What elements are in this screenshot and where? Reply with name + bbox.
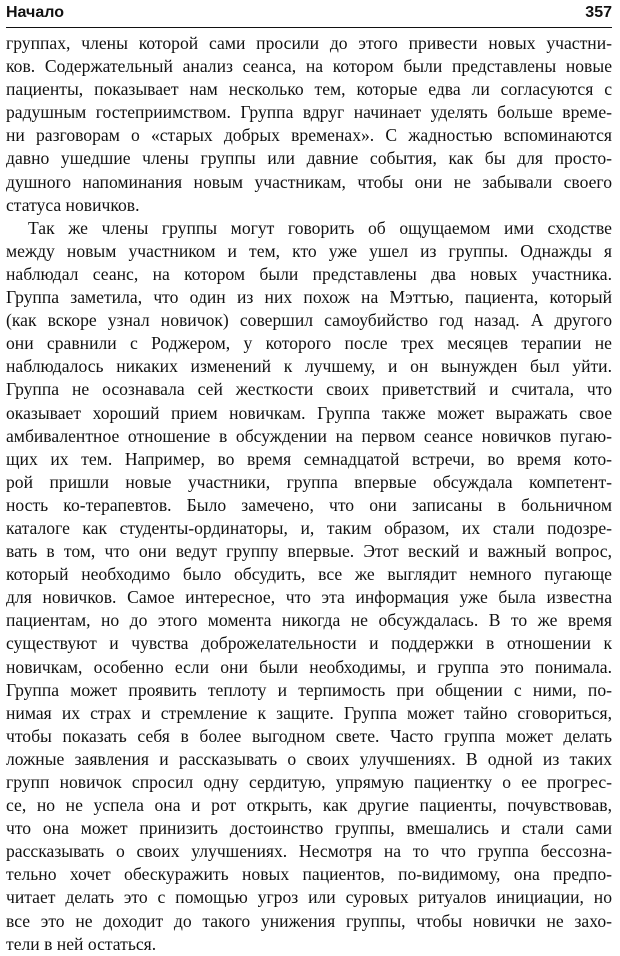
text-line: Так же члены группы могут говорить об ощущаемом ими сходстве: [28, 217, 612, 238]
text-line: рой пришли новые участники, группа впервые обсуждала компетент-: [6, 471, 612, 492]
text-line: наблюдал сеанс, на котором были представлены два новых участника.: [6, 263, 612, 284]
header-rule: [6, 27, 612, 28]
text-line: они сравнили с Роджером, у которого после трех месяцев терапии не: [6, 333, 612, 354]
text-line: наблюдалось никаких изменений к лучшему, и он вынужден был уйти.: [6, 356, 612, 377]
text-line: каталоге как студенты-ординаторы, и, таким образом, их стали подозре-: [6, 517, 612, 538]
text-line: чтобы показать себя в более выгодном свете. Часто группа может делать: [6, 725, 612, 746]
text-line: читает делать это с помощью угроз или суровых ритуалов инициации, но: [6, 887, 612, 908]
text-line: амбивалентное отношение в обсуждении на первом сеансе новичков пугаю-: [6, 425, 612, 446]
text-line: который необходимо было обсудить, все же выглядит немного пугающе: [6, 564, 612, 585]
text-line: се, но не успела она и рот открыть, как другие пациенты, почувствовав,: [6, 795, 612, 816]
text-line: душного напоминания новым участникам, чтобы они не забывали своего: [6, 171, 612, 192]
text-line: радушным гостеприимством. Группа вдруг начинает уделять больше време-: [6, 102, 612, 123]
chapter-title: Начало: [6, 4, 64, 21]
text-line: тельно хочет обескуражить новых пациентов, по-видимому, она предпо-: [6, 864, 612, 885]
text-line: существуют и чувства доброжелательности и поддержки в отношении к: [6, 633, 612, 654]
text-line: ложные заявления и рассказывать о своих улучшениях. В одной из таких: [6, 748, 612, 769]
running-header: [6, 2, 612, 26]
text-line: тели в ней остаться.: [6, 933, 157, 954]
text-line: (как вскоре узнал новичок) совершил самоубийство год назад. А другого: [6, 310, 612, 331]
text-line: что она может принизить достоинство группы, вмешались и стали сами: [6, 818, 612, 839]
text-line: пациенты, показывает нам несколько тем, которые едва ли согласуются с: [6, 79, 612, 100]
text-line: Группа не осознавала сей жесткости своих приветствий и считала, что: [6, 379, 612, 400]
text-line: ков. Содержательный анализ сеанса, на котором были представлены новые: [6, 56, 612, 77]
text-line: между новым участником и тем, кто уже ушел из группы. Однажды я: [6, 240, 612, 261]
text-line: щих их тем. Например, во время семнадцатой встречи, во время кото-: [6, 448, 612, 469]
text-line: групп новичок спросил одну сердитую, упрямую пациентку о ее прогрес-: [6, 772, 612, 792]
text-line: группах, члены которой сами просили до этого привести новых участни-: [6, 33, 612, 53]
text-line: для новичков. Самое интересное, что эта информация уже была известна: [6, 587, 612, 608]
text-line: новичкам, особенно если они были необходимы, и группа это понимала.: [6, 656, 612, 677]
text-line: ность ко-терапевтов. Было замечено, что они записаны в больничном: [6, 494, 612, 515]
text-line: все это не доходит до такого унижения группы, чтобы новички не захо-: [6, 910, 612, 931]
text-line: рассказывать о своих улучшениях. Несмотря на то что группа бессозна-: [6, 841, 612, 862]
body-text: [6, 32, 612, 956]
text-line: нимая их страх и стремление к защите. Группа может тайно сговориться,: [6, 702, 612, 723]
page-number: 357: [585, 4, 612, 21]
text-line: статуса новичков.: [6, 194, 140, 215]
text-line: Группа может проявить теплоту и терпимость при общении с ними, по-: [6, 679, 612, 700]
text-line: вать в том, что они ведут группу впервые. Этот веский и важный вопрос,: [6, 541, 612, 562]
text-line: оказывает хороший прием новичкам. Группа также может выражать свое: [6, 402, 612, 423]
text-line: давно ушедшие члены группы или давние события, как бы для просто-: [6, 148, 612, 169]
text-line: пациентам, но до этого момента никогда не обсуждалась. В то же время: [6, 610, 612, 631]
text-line: ни разговорам о «старых добрых временах». С жадностью вспоминаются: [6, 125, 612, 146]
text-line: Группа заметила, что один из них похож на Мэттью, пациента, который: [6, 287, 612, 308]
